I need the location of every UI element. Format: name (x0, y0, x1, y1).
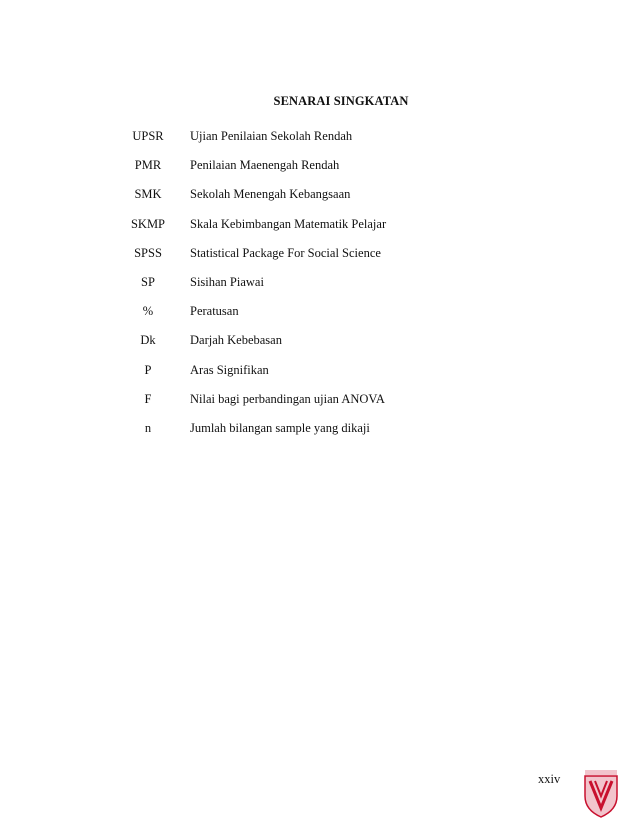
list-item (126, 243, 526, 272)
abbreviation-definition: Skala Kebimbangan Matematik Pelajar (190, 216, 387, 231)
abbreviation-term: UPSR (132, 129, 164, 143)
list-item (126, 389, 526, 418)
abbreviation-term: SP (141, 274, 155, 289)
abbreviation-term: % (142, 304, 154, 319)
abbreviation-list (126, 126, 526, 447)
university-logo-icon (584, 770, 618, 818)
abbreviation-term: F (144, 391, 152, 406)
abbreviation-definition: Jumlah bilangan sample yang dikaji (190, 420, 370, 435)
abbreviation-definition: Sekolah Menengah Kebangsaan (190, 187, 351, 202)
abbreviation-definition: Ujian Penilaian Sekolah Rendah (190, 129, 353, 143)
list-item (126, 360, 526, 389)
list-item (126, 272, 526, 301)
abbreviation-definition: Nilai bagi perbandingan ujian ANOVA (190, 391, 385, 406)
abbreviation-definition: Sisihan Piawai (190, 274, 264, 289)
list-item (126, 184, 526, 213)
list-item (126, 418, 526, 447)
page-title-text: SENARAI SINGKATAN (273, 94, 409, 108)
abbreviation-term: SPSS (134, 245, 162, 260)
abbreviation-definition: Aras Signifikan (190, 362, 269, 377)
list-item (126, 330, 526, 359)
abbreviation-definition: Darjah Kebebasan (190, 333, 282, 348)
abbreviation-term: SKMP (130, 216, 166, 231)
list-item (126, 214, 526, 243)
list-item (126, 155, 526, 184)
abbreviation-term: PMR (134, 158, 162, 173)
abbreviation-term: P (144, 362, 152, 377)
page-title (0, 94, 638, 109)
abbreviation-term: SMK (134, 187, 162, 202)
page-number: xxiv (538, 772, 561, 786)
abbreviation-definition: Penilaian Maenengah Rendah (190, 158, 340, 173)
abbreviation-definition: Peratusan (190, 304, 239, 319)
abbreviation-term: Dk (140, 333, 156, 348)
abbreviation-definition: Statistical Package For Social Science (190, 245, 381, 260)
list-item (126, 301, 526, 330)
list-item (126, 126, 526, 155)
abbreviation-term: n (144, 420, 152, 435)
